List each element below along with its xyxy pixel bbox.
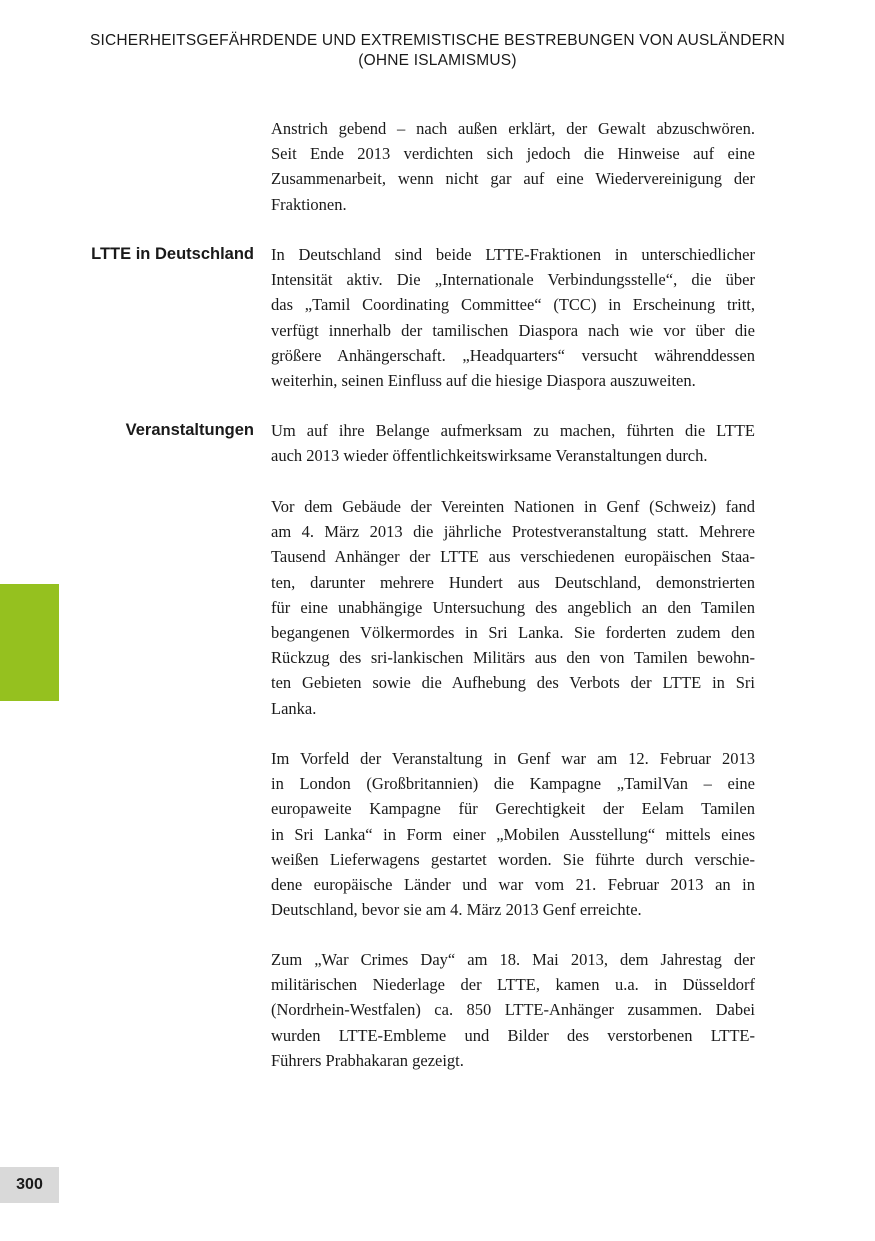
text-line: Intensität aktiv. Die „Internationale Verbindungsstelle“, die über <box>271 270 755 290</box>
text-line: verfügt innerhalb der tamilischen Diaspora nach wie vor über die <box>271 320 755 340</box>
running-header-line-2: (OHNE ISLAMISMUS) <box>358 52 517 69</box>
text-line: weiterhin, seinen Einfluss auf die hiesige Diaspora auszuweiten. <box>271 371 696 391</box>
text-line: Tausend Anhänger der LTTE aus verschiedenen europäischen Staa- <box>271 547 755 567</box>
text-line: Anstrich gebend – nach außen erklärt, der Gewalt abzuschwören. <box>271 119 755 138</box>
text-line: Rückzug des sri-lankischen Militärs aus den von Tamilen bewohn- <box>271 648 755 668</box>
text-line: Seit Ende 2013 verdichten sich jedoch die Hinweise auf eine <box>271 144 755 164</box>
text-line: das „Tamil Coordinating Committee“ (TCC) in Erscheinung tritt, <box>271 295 755 315</box>
text-line: begangenen Völkermordes in Sri Lanka. Sie forderten zudem den <box>271 623 755 643</box>
paragraph-continuation <box>271 116 755 217</box>
text-line: ten, darunter mehrere Hundert aus Deutschland, demonstrierten <box>271 572 755 592</box>
text-line: Lanka. <box>271 698 317 718</box>
text-line: Führers Prabhakaran gezeigt. <box>271 1050 464 1070</box>
text-line: größere Anhängerschaft. „Headquarters“ versucht währenddessen <box>271 345 755 365</box>
running-header <box>60 31 815 71</box>
chapter-color-tab <box>0 584 59 701</box>
margin-label-ltte-in-deutschland: LTTE in Deutschland <box>91 245 254 263</box>
text-line: Vor dem Gebäude der Vereinten Nationen in Genf (Schweiz) fand <box>271 497 755 516</box>
text-line: auch 2013 wieder öffentlichkeitswirksame Veranstaltungen durch. <box>271 446 708 466</box>
text-line: dene europäische Länder und war vom 21. Februar 2013 an in <box>271 875 755 895</box>
text-line: (Nordrhein-Westfalen) ca. 850 LTTE-Anhänger zusammen. Dabei <box>271 1000 755 1020</box>
text-line: Zum „War Crimes Day“ am 18. Mai 2013, dem Jahrestag der <box>271 950 755 969</box>
text-line: ten Gebieten sowie die Aufhebung des Verbots der LTTE in Sri <box>271 673 755 693</box>
text-line: Im Vorfeld der Veranstaltung in Genf war am 12. Februar 2013 <box>271 749 755 768</box>
page-number-text: 300 <box>16 1176 43 1193</box>
text-line: in London (Großbritannien) die Kampagne „TamilVan – eine <box>271 774 755 794</box>
text-line: Zusammenarbeit, wenn nicht gar auf eine Wiedervereinigung der <box>271 169 755 189</box>
text-line: Um auf ihre Belange aufmerksam zu machen, führten die LTTE <box>271 421 755 440</box>
paragraph-ltte-in-deutschland <box>271 242 755 393</box>
text-line: für eine unabhängige Untersuchung des angeblich an den Tamilen <box>271 597 755 617</box>
margin-label-veranstaltungen: Veranstaltungen <box>125 421 254 439</box>
text-line: europaweite Kampagne für Gerechtigkeit der Eelam Tamilen <box>271 799 755 819</box>
text-line: militärischen Niederlage der LTTE, kamen u.a. in Düsseldorf <box>271 975 755 995</box>
text-line: in Sri Lanka“ in Form einer „Mobilen Ausstellung“ mittels eines <box>271 824 755 844</box>
paragraph-war-crimes-day <box>271 947 755 1073</box>
text-line: am 4. März 2013 die jährliche Protestveranstaltung statt. Mehrere <box>271 522 755 542</box>
text-line: wurden LTTE-Embleme und Bilder des verstorbenen LTTE- <box>271 1025 755 1045</box>
text-line: In Deutschland sind beide LTTE-Fraktionen in unterschiedlicher <box>271 245 755 264</box>
running-header-line-1: SICHERHEITSGEFÄHRDENDE UND EXTREMISTISCHE BESTREBUNGEN VON AUSLÄNDERN <box>89 32 786 49</box>
paragraph-genf-protest <box>271 494 755 721</box>
text-line: weißen Lieferwagens gestartet worden. Sie führte durch verschie- <box>271 849 755 869</box>
paragraph-veranstaltungen-intro <box>271 418 755 468</box>
paragraph-tamilvan <box>271 746 755 922</box>
text-line: Fraktionen. <box>271 194 347 214</box>
text-line: Deutschland, bevor sie am 4. März 2013 Genf erreichte. <box>271 900 642 920</box>
page-number <box>0 1167 59 1203</box>
